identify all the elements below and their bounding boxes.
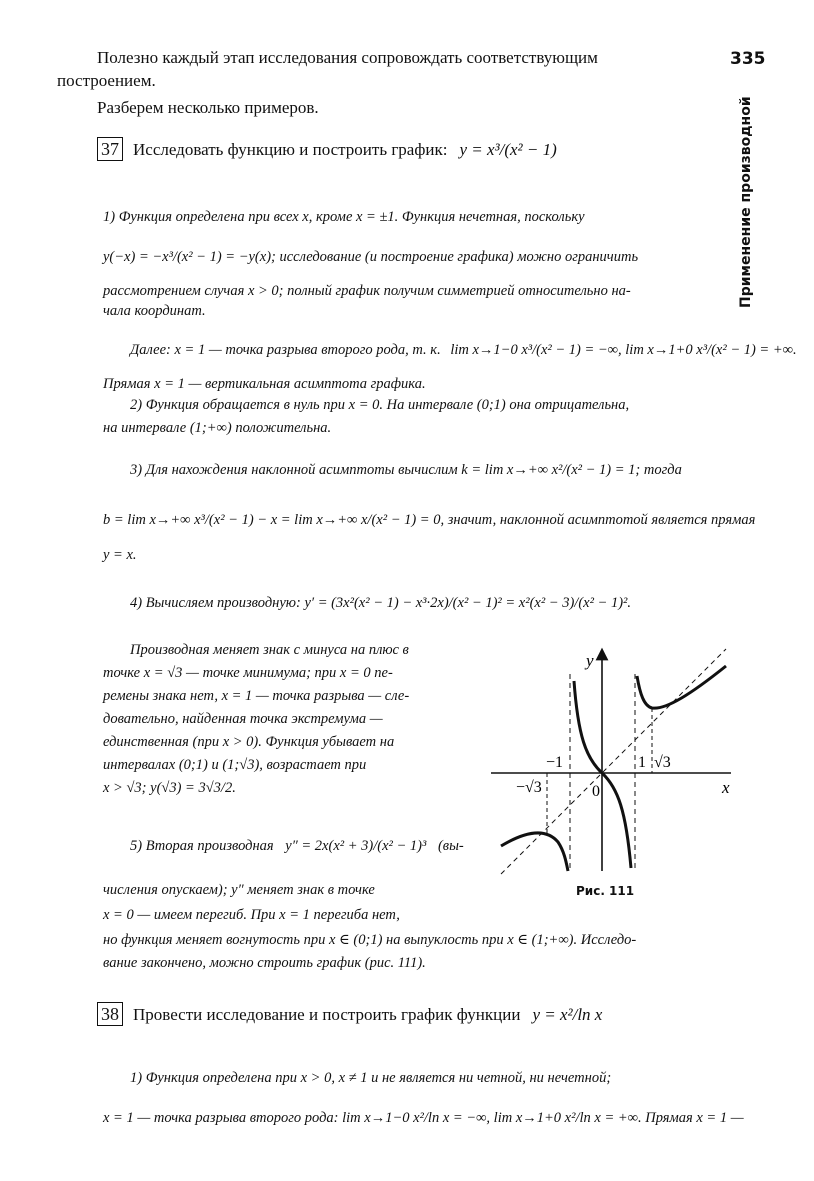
second-derivative-line: [130, 836, 464, 856]
step-3-line-b: b = lim x→+∞ x³/(x² − 1) − x = lim x→+∞ x/(x² − 1) = 0, значит, наклонной асимптотой является прямая: [103, 512, 756, 528]
limits-line: [130, 340, 797, 360]
step-4-line: 4) Вычисляем производную: y′ = (3x²(x² − 1) − x³·2x)/(x² − 1)² = x²(x² − 3)/(x² − 1)².: [130, 595, 632, 611]
intro-line-3: Разберем несколько примеров.: [97, 98, 319, 117]
derivative-line-5: единственная (при x > 0). Функция убывает на: [103, 734, 395, 750]
step-1-line-a: 1) Функция определена при всех x, кроме x = ±1. Функция нечетная, поскольку: [103, 209, 585, 225]
problem-38-line-b: x = 1 — точка разрыва второго рода: lim x→1−0 x²/ln x = −∞, lim x→1+0 x²/ln x = +∞. Прямая x = 1 —: [103, 1110, 744, 1126]
intro-line-1: Полезно каждый этап исследования сопровождать соответствующим: [97, 48, 598, 67]
limits-formula: lim x→1−0 x³/(x² − 1) = −∞, lim x→1+0 x³/(x² − 1) = +∞.: [450, 342, 797, 358]
derivative-paragraph: [103, 640, 461, 801]
problem-38-header: [97, 1002, 602, 1026]
problem-formula: y = x³/(x² − 1): [459, 140, 557, 159]
inflection-line-2: x = 0 — имеем перегиб. При x = 1 перегиба нет,: [103, 907, 400, 923]
tick-label-1: 1: [638, 754, 646, 771]
tick-label-neg1: −1: [546, 754, 564, 771]
curve-branch-right: [637, 666, 726, 708]
derivative-line-6: интервалах (0;1) и (1;√3), возрастает при: [103, 757, 367, 773]
side-running-title: Применение производной: [738, 96, 754, 308]
inflection-line-1: числения опускаем); y″ меняет знак в точке: [103, 882, 375, 898]
second-derivative-tail: (вы-: [437, 838, 464, 854]
figure-caption: Рис. 111: [576, 884, 635, 898]
problem-statement: Исследовать функцию и построить график:: [133, 140, 448, 159]
x-axis-label: x: [722, 778, 730, 797]
problem-37-header: [97, 137, 557, 161]
step-1-line-b: y(−x) = −x³/(x² − 1) = −y(x); исследование (и построение графика) можно ограничить: [103, 249, 639, 265]
second-derivative-formula: y″ = 2x(x² + 3)/(x² − 1)³: [285, 838, 427, 854]
derivative-line-3: ремены знака нет, x = 1 — точка разрыва — сле-: [103, 688, 410, 704]
step-1-line-c: рассмотрением случая x > 0; полный график получим симметрией относительно на-: [103, 283, 631, 299]
page-number: 335: [730, 49, 766, 69]
problem-number: 37: [97, 137, 123, 161]
step-2-line-a: 2) Функция обращается в нуль при x = 0. На интервале (0;1) она отрицательна,: [130, 397, 630, 413]
figure-111: [486, 646, 736, 876]
step-1-line-d: чала координат.: [103, 303, 206, 319]
step-3-line-c: y = x.: [103, 547, 137, 563]
tick-label-sqrt3: √3: [654, 754, 671, 771]
intro-line-2: построением.: [57, 71, 156, 90]
inflection-line-4: вание закончено, можно строить график (рис. 111).: [103, 955, 426, 971]
inflection-line-3: но функция меняет вогнутость при x ∈ (0;1) на выпуклость при x ∈ (1;+∞). Исследо-: [103, 932, 637, 948]
derivative-line-4: довательно, найденная точка экстремума —: [103, 711, 383, 727]
tick-label-neg-sqrt3: −√3: [516, 779, 542, 796]
vertical-asymptote-line: Прямая x = 1 — вертикальная асимптота графика.: [103, 376, 426, 392]
problem-number: 38: [97, 1002, 123, 1026]
oblique-asymptote: [501, 649, 726, 874]
derivative-line-1: Производная меняет знак с минуса на плюс в: [130, 642, 409, 658]
origin-label: 0: [592, 783, 600, 800]
curve-branch-left: [501, 833, 568, 871]
y-axis-label: y: [586, 651, 594, 670]
step-3-line-a: 3) Для нахождения наклонной асимптоты вычислим k = lim x→+∞ x²/(x² − 1) = 1; тогда: [130, 462, 682, 478]
problem-statement: Провести исследование и построить график функции: [133, 1005, 521, 1024]
derivative-line-2: точке x = √3 — точке минимума; при x = 0 пе-: [103, 665, 393, 681]
derivative-line-7: x > √3; y(√3) = 3√3/2.: [103, 780, 236, 796]
step-2-line-b: на интервале (1;+∞) положительна.: [103, 420, 332, 436]
limits-lead: Далее: x = 1 — точка разрыва второго рода, т. к.: [130, 342, 441, 358]
problem-38-line-a: 1) Функция определена при x > 0, x ≠ 1 и не является ни четной, ни нечетной;: [130, 1070, 612, 1086]
problem-formula: y = x²/ln x: [532, 1005, 603, 1024]
second-derivative-lead: 5) Вторая производная: [130, 838, 274, 854]
